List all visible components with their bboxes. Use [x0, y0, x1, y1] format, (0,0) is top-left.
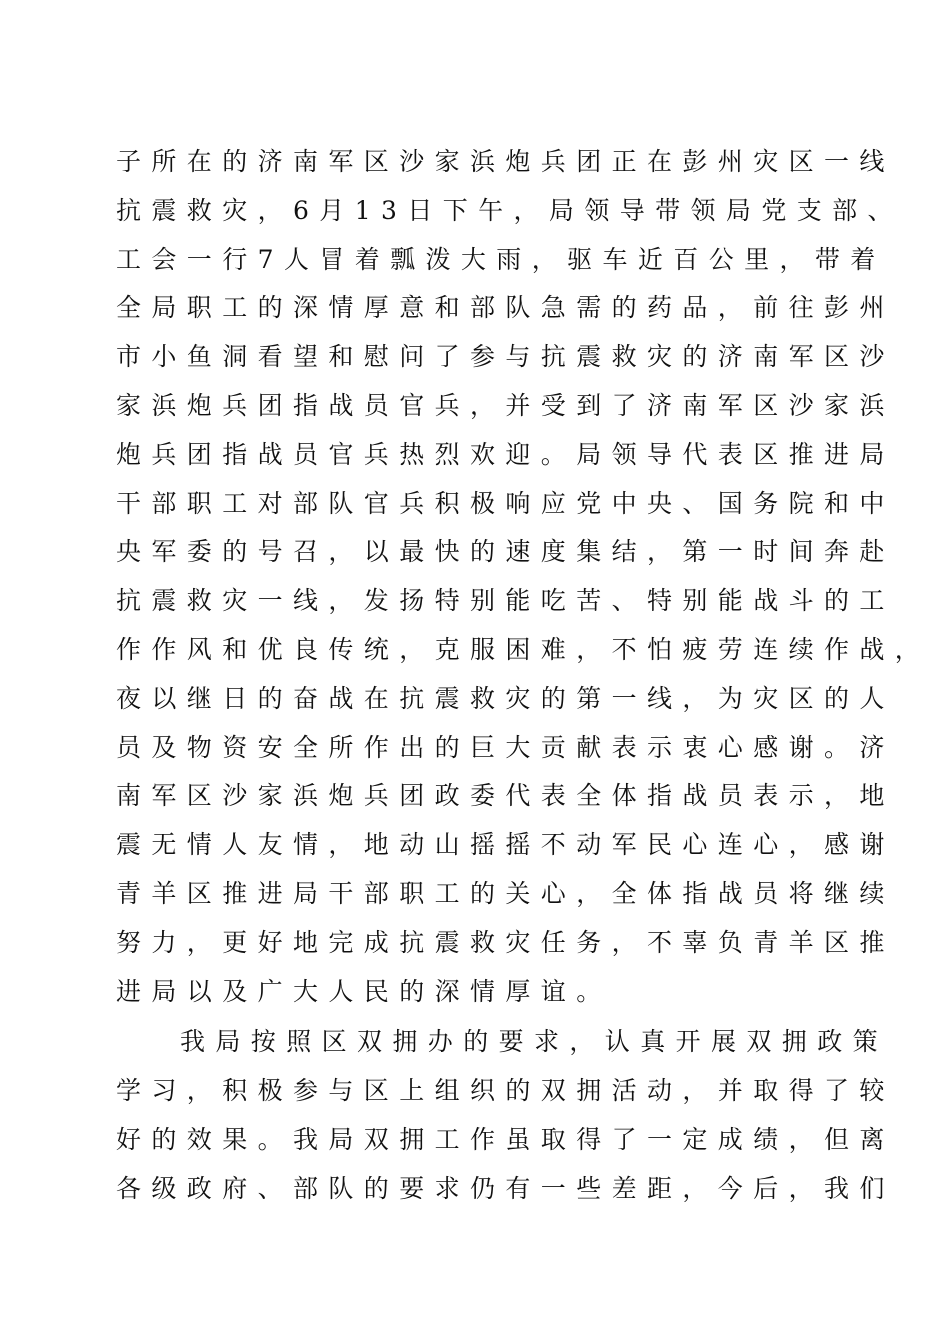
text-line: 家浜炮兵团指战员官兵，并受到了济南军区沙家浜	[116, 390, 895, 420]
text-line: 进局以及广大人民的深情厚谊。	[116, 976, 612, 1006]
text-line: 员及物资安全所作出的巨大贡献表示衷心感谢。济	[116, 732, 895, 762]
text-line: 工会一行7人冒着瓢泼大雨，驱车近百公里，带着	[116, 244, 886, 274]
body-text	[116, 138, 931, 1214]
text-line: 炮兵团指战员官兵热烈欢迎。局领导代表区推进局	[116, 439, 895, 469]
text-line: 夜以继日的奋战在抗震救灾的第一线，为灾区的人	[116, 683, 895, 713]
text-line: 努力，更好地完成抗震救灾任务，不辜负青羊区推	[116, 927, 895, 957]
text-line: 子所在的济南军区沙家浜炮兵团正在彭州灾区一线	[116, 147, 895, 176]
text-line: 好的效果。我局双拥工作虽取得了一定成绩，但离	[116, 1124, 895, 1154]
text-line: 抗震救灾，6月13日下午，局领导带领局党支部、	[116, 195, 903, 225]
text-line: 央军委的号召，以最快的速度集结，第一时间奔赴	[116, 537, 895, 567]
text-line: 全局职工的深情厚意和部队急需的药品，前往彭州	[116, 293, 895, 323]
text-line: 市小鱼洞看望和慰问了参与抗震救灾的济南军区沙	[116, 342, 895, 372]
paragraph-start-line: 我局按照区双拥办的要求，认真开展双拥政策	[180, 1027, 889, 1057]
text-line: 南军区沙家浜炮兵团政委代表全体指战员表示，地	[116, 781, 895, 811]
text-line: 震无情人友情，地动山摇摇不动军民心连心，感谢	[116, 830, 895, 860]
text-line: 学习，积极参与区上组织的双拥活动，并取得了较	[116, 1076, 895, 1106]
text-line: 干部职工对部队官兵积极响应党中央、国务院和中	[116, 488, 895, 518]
text-line: 作作风和优良传统，克服困难，不怕疲劳连续作战，	[116, 634, 931, 664]
text-line: 青羊区推进局干部职工的关心，全体指战员将继续	[116, 878, 895, 908]
text-line: 抗震救灾一线，发扬特别能吃苦、特别能战斗的工	[116, 586, 895, 616]
text-line: 各级政府、部队的要求仍有一些差距，今后，我们	[116, 1173, 895, 1203]
